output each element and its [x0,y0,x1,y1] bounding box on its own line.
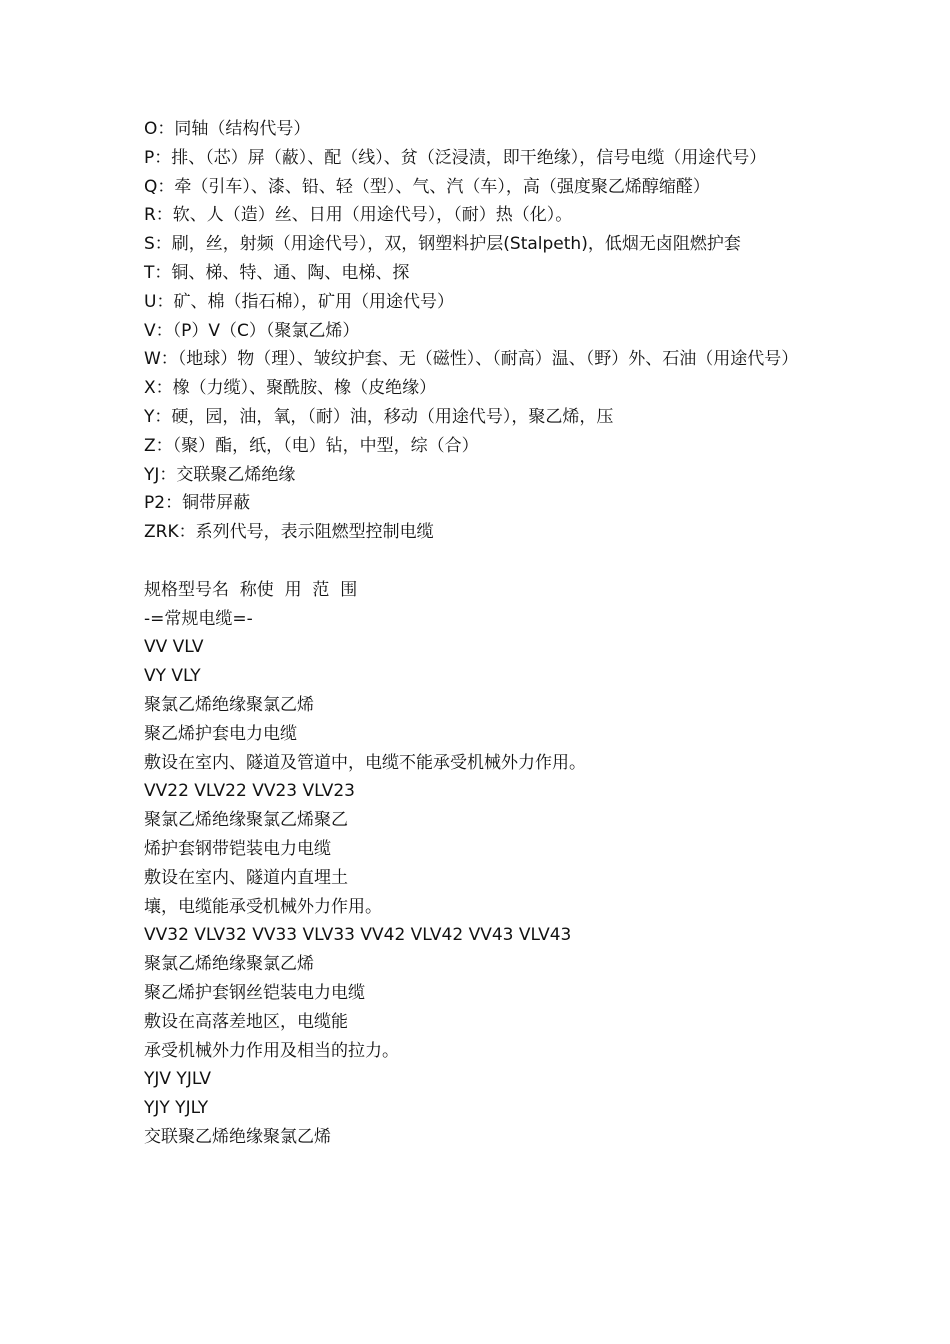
usage-line: 承受机械外力作用及相当的拉力。 [144,1040,399,1061]
usage-line: 敷设在高落差地区，电缆能 [144,1011,348,1032]
code-line-w: W：（地球）物（理）、皱纹护套、无（磁性）、（耐高）温、（野）外、石油（用途代号） [144,349,799,370]
name-line: 聚氯乙烯绝缘聚氯乙烯聚乙 [144,810,348,831]
code-line-q: Q：牵（引车）、漆、铅、轻（型）、气、汽（车），高（强度聚乙烯醇缩醛） [144,176,710,197]
code-line-t: T：铜、梯、特、通、陶、电梯、探 [144,262,410,283]
name-line: 烯护套钢带铠装电力电缆 [144,838,331,859]
model-line: VV32 VLV32 VV33 VLV33 VV42 VLV42 VV43 VLV43 [144,925,572,946]
code-line-y: Y：硬，园，油，氧，（耐）油，移动（用途代号），聚乙烯，压 [144,406,614,427]
code-line-s: S：刷，丝，射频（用途代号），双，钢塑料护层(Stalpeth)，低烟无卤阻燃护套 [144,234,741,255]
paragraph-gap [144,547,812,576]
model-line: VV VLV [144,637,204,658]
code-line-v: V：（P）V（C）（聚氯乙烯） [144,320,360,341]
name-line: 聚氯乙烯绝缘聚氯乙烯 [144,954,314,975]
model-line: YJY YJLY [144,1098,209,1119]
name-line: 聚乙烯护套钢丝铠装电力电缆 [144,982,365,1003]
code-line-r: R：软、人（造）丝、日用（用途代号），（耐）热（化）。 [144,205,573,226]
code-line-o: O：同轴（结构代号） [144,119,311,139]
name-line: 聚乙烯护套电力电缆 [144,723,297,744]
section-heading: -=常规电缆=- [144,608,253,629]
model-line: YJV YJLV [144,1069,212,1090]
code-line-u: U：矿、棉（指石棉），矿用（用途代号） [144,291,454,312]
code-line-x: X：橡（力缆）、聚酰胺、橡（皮绝缘） [144,378,437,399]
code-line-yj: YJ：交联聚乙烯绝缘 [144,464,296,485]
code-line-z: Z：（聚）酯，纸，（电）钻，中型，综（合） [144,435,479,456]
model-line: VY VLY [144,666,201,687]
name-line: 交联聚乙烯绝缘聚氯乙烯 [144,1126,331,1147]
code-line-p: P：排、（芯）屏（蔽）、配（线）、贫（泛浸渍，即干绝缘），信号电缆（用途代号） [144,147,767,168]
code-line-zrk: ZRK：系列代号，表示阻燃型控制电缆 [144,522,434,543]
model-line: VV22 VLV22 VV23 VLV23 [144,781,355,802]
code-line-p2: P2：铜带屏蔽 [144,493,251,514]
spec-table-header: 规格型号名 称使 用 范 围 [144,579,358,600]
name-line: 聚氯乙烯绝缘聚氯乙烯 [144,694,314,715]
usage-line: 壤，电缆能承受机械外力作用。 [144,896,382,917]
usage-line: 敷设在室内、隧道及管道中，电缆不能承受机械外力作用。 [144,752,586,773]
document-body [144,115,812,1152]
usage-line: 敷设在室内、隧道内直埋土 [144,867,348,888]
